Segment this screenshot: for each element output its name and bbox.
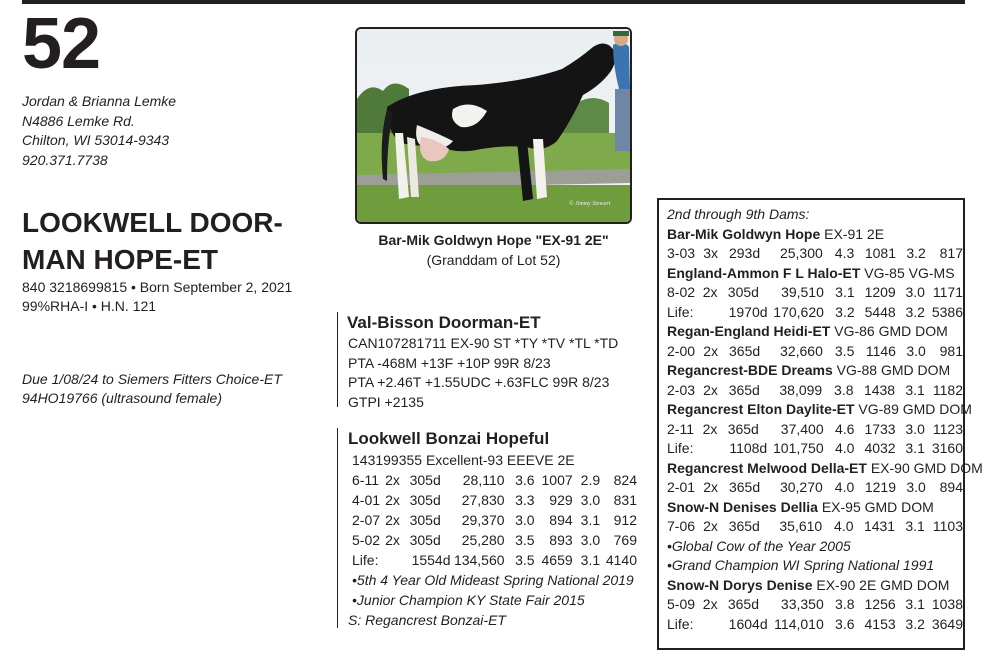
cow-photo <box>355 27 632 224</box>
record-cell: 1554d <box>411 552 451 568</box>
record-cell: Life: <box>352 552 379 568</box>
record-cell: 1438 <box>863 381 896 398</box>
record-cell: 305d <box>727 284 759 300</box>
record-cell: 2x <box>702 596 718 612</box>
photo-caption <box>355 230 632 270</box>
record-cell: 1146 <box>865 342 896 359</box>
record-cell: 3.0 <box>580 492 601 508</box>
record-cell: 1209 <box>864 284 896 300</box>
dam-records-table <box>352 470 637 570</box>
record-row <box>667 244 963 264</box>
record-cell: 2x <box>385 472 400 488</box>
record-cell: 2x <box>702 420 718 437</box>
ancestral-dam-score: EX-91 2E <box>820 225 885 242</box>
record-cell: 28,110 <box>462 472 505 488</box>
ancestral-dam-records <box>667 381 963 401</box>
ancestral-dam-heading <box>667 459 983 479</box>
ancestral-dam-name: Bar-Mik Goldwyn Hope <box>667 225 821 242</box>
consignor-phone: 920.371.7738 <box>22 151 108 168</box>
record-cell: 305d <box>409 512 441 528</box>
sire-section <box>337 312 637 410</box>
ancestral-dam-heading <box>667 400 972 420</box>
sire-line: CAN107281711 EX-90 ST *TY *TV *TL *TD <box>348 335 619 351</box>
record-cell: 3.3 <box>515 492 535 508</box>
consignor-name: Jordan & Brianna Lemke <box>22 93 177 109</box>
sire-name: Val-Bisson Doorman-ET <box>347 313 541 332</box>
ancestral-dam-note: •Grand Champion WI Spring National 1991 <box>667 557 935 573</box>
record-cell: 305d <box>409 492 441 508</box>
record-row <box>667 517 963 537</box>
sire-line: PTA -468M +13F +10P 99R 8/23 <box>348 354 551 371</box>
record-cell: 1108d <box>729 440 768 456</box>
record-cell: 1256 <box>864 596 896 612</box>
record-cell: 1007 <box>541 472 573 488</box>
ancestral-dam-score: EX-95 GMD DOM <box>817 498 934 515</box>
record-cell: 8-02 <box>667 284 696 300</box>
life-record-row <box>667 303 963 323</box>
ancestral-dam-name: Regancrest-BDE Dreams <box>667 362 833 378</box>
record-cell: 2-01 <box>667 479 696 495</box>
ancestral-dam-heading <box>667 225 963 245</box>
record-cell: 365d <box>728 479 761 495</box>
record-row <box>667 595 963 615</box>
ancestral-dam-heading <box>667 498 963 518</box>
record-row <box>352 510 637 530</box>
record-cell: 365d <box>729 342 761 359</box>
consignor-address: N4886 Lemke Rd. <box>22 112 135 129</box>
ancestral-dam-records <box>667 595 963 634</box>
record-cell: 3.0 <box>905 420 925 437</box>
record-cell: 2x <box>703 381 718 398</box>
record-cell: 2x <box>385 512 400 528</box>
record-cell: 3.1 <box>905 518 925 534</box>
record-cell: 3-03 <box>667 245 696 261</box>
record-cell: 2-11 <box>667 420 694 437</box>
animal-breed-line: 99%RHA-I • H.N. 121 <box>22 298 157 314</box>
consignor-info <box>22 92 176 170</box>
record-cell: 3.1 <box>905 381 925 398</box>
ancestral-dam-heading <box>667 361 963 381</box>
record-cell: 4032 <box>864 440 896 456</box>
record-cell: 2x <box>385 492 400 508</box>
record-row <box>352 530 637 550</box>
dam-registration: 143199355 Excellent-93 EEEVE 2E <box>352 452 575 468</box>
ancestral-dam-records <box>667 478 963 498</box>
dam-section <box>337 428 637 628</box>
record-cell: 1171 <box>932 284 963 300</box>
record-row <box>667 420 963 440</box>
top-rule <box>22 0 965 4</box>
record-cell: 2.9 <box>580 472 601 488</box>
record-row <box>667 478 963 498</box>
record-cell: 2x <box>703 518 718 534</box>
lot-number: 52 <box>22 4 101 84</box>
record-cell: 4659 <box>541 552 573 568</box>
record-cell: 32,660 <box>780 342 823 359</box>
record-cell: 4-01 <box>352 492 381 508</box>
record-cell: 4.0 <box>834 479 855 495</box>
record-cell: 3.2 <box>835 303 855 320</box>
record-cell: 3.8 <box>834 381 854 398</box>
record-cell: 365d <box>727 420 759 437</box>
life-record-row <box>667 439 963 459</box>
record-cell: Life: <box>667 440 694 456</box>
dam-achievement: •Junior Champion KY State Fair 2015 <box>352 592 585 608</box>
record-cell: 25,280 <box>461 532 505 548</box>
record-cell: 2x <box>703 342 719 359</box>
record-cell: 5386 <box>931 303 963 320</box>
record-cell: 3.5 <box>515 552 535 568</box>
record-cell: Life: <box>667 303 694 320</box>
record-cell: 27,830 <box>461 492 505 508</box>
record-cell: 365d <box>727 596 760 612</box>
record-cell: 831 <box>613 492 637 508</box>
record-cell: 3.1 <box>905 440 925 456</box>
record-cell: 3x <box>703 245 719 261</box>
photo-caption-sub: (Granddam of Lot 52) <box>426 252 561 268</box>
record-cell: 1081 <box>864 245 897 261</box>
ancestral-dam-score: VG-88 GMD DOM <box>832 362 951 378</box>
record-cell: 38,099 <box>779 381 823 398</box>
ancestral-dam-records <box>667 420 963 459</box>
record-cell: 365d <box>728 518 760 534</box>
ancestral-dam-heading <box>667 576 963 596</box>
record-cell: 170,620 <box>773 303 824 320</box>
animal-name-line2: MAN HOPE-ET <box>22 244 218 275</box>
animal-id-info <box>22 278 292 316</box>
animal-name-line1: LOOKWELL DOOR- <box>22 207 283 238</box>
record-cell: 37,400 <box>780 420 824 437</box>
dam-name: Lookwell Bonzai Hopeful <box>348 429 550 448</box>
record-cell: 6-11 <box>352 472 379 488</box>
record-cell: 305d <box>409 472 441 488</box>
record-cell: 5448 <box>864 303 896 320</box>
record-cell: 4153 <box>864 615 896 632</box>
record-cell: 293d <box>728 245 761 261</box>
record-cell: 29,370 <box>461 512 505 528</box>
record-cell: 912 <box>613 512 637 528</box>
ancestral-dam-note: •Global Cow of the Year 2005 <box>667 537 851 554</box>
record-cell: 3.1 <box>580 552 601 568</box>
record-cell: 2-07 <box>352 512 381 528</box>
photo-caption-title: Bar-Mik Goldwyn Hope "EX-91 2E" <box>378 232 609 248</box>
ancestral-dam-heading <box>667 264 963 284</box>
record-cell: 2-03 <box>667 381 696 398</box>
record-cell: 1123 <box>932 420 963 437</box>
photo-watermark: © Jimmy Stewart <box>569 201 611 207</box>
record-cell: 929 <box>549 492 573 508</box>
record-cell: 3.6 <box>835 615 855 632</box>
record-cell: 893 <box>549 532 573 548</box>
record-cell: 3.0 <box>906 479 926 495</box>
record-cell: 3649 <box>931 615 963 632</box>
record-cell: 824 <box>613 472 637 488</box>
ancestral-dam-score: EX-90 2E GMD DOM <box>812 576 950 593</box>
ancestral-dam-score: VG-85 VG-MS <box>860 264 955 281</box>
record-cell: 3.2 <box>906 245 926 261</box>
record-cell: 1103 <box>932 518 963 534</box>
record-cell: 1604d <box>728 615 768 632</box>
record-cell: 2x <box>703 479 719 495</box>
record-row <box>667 283 963 303</box>
sire-line: PTA +2.46T +1.55UDC +.63FLC 99R 8/23 <box>348 374 610 390</box>
record-cell: 1038 <box>931 596 963 612</box>
ancestral-dam-name: Regancrest Elton Daylite-ET <box>667 401 855 417</box>
cow-photo-image <box>357 29 630 222</box>
record-cell: 3.2 <box>905 615 925 632</box>
record-cell: 3.0 <box>580 532 601 548</box>
record-cell: 101,750 <box>773 440 824 456</box>
record-cell: 5-09 <box>667 596 696 612</box>
record-cell: 365d <box>728 381 760 398</box>
record-cell: 4140 <box>605 552 637 568</box>
dam-sire-line: S: Regancrest Bonzai-ET <box>348 612 506 628</box>
sire-line: GTPI +2135 <box>348 393 424 410</box>
record-cell: 817 <box>939 245 963 261</box>
record-cell: 4.0 <box>834 518 854 534</box>
consignor-city: Chilton, WI 53014-9343 <box>22 132 170 148</box>
record-row <box>667 342 963 362</box>
record-cell: 33,350 <box>780 596 824 612</box>
ancestral-dam-name: Snow-N Dorys Denise <box>667 576 813 593</box>
record-cell: 4.6 <box>834 420 855 437</box>
ancestral-dam-score: VG-89 GMD DOM <box>854 401 972 417</box>
record-cell: 3.5 <box>834 342 855 359</box>
record-cell: 3.1 <box>905 596 925 612</box>
record-cell: 35,610 <box>779 518 823 534</box>
record-cell: 1733 <box>864 420 896 437</box>
record-cell: 3160 <box>931 440 963 456</box>
ancestral-dam-score: EX-90 GMD DOM <box>866 459 983 476</box>
record-cell: 5-02 <box>352 532 381 548</box>
record-cell: 1182 <box>932 381 963 398</box>
service-info <box>22 370 282 408</box>
record-row <box>352 490 637 510</box>
ancestral-dams-box <box>657 198 983 650</box>
ancestral-dam-score: VG-86 GMD DOM <box>830 323 948 339</box>
record-cell: 3.1 <box>580 512 601 528</box>
record-cell: 894 <box>939 479 963 495</box>
record-cell: 39,510 <box>781 284 824 300</box>
record-cell: 30,270 <box>779 479 823 495</box>
record-cell: 2-00 <box>667 342 696 359</box>
record-cell: 981 <box>939 342 963 359</box>
ancestral-dam-name: England-Ammon F L Halo-ET <box>667 264 861 281</box>
record-cell: 1219 <box>864 479 897 495</box>
ancestral-dam-name: Regancrest Melwood Della-ET <box>667 459 867 476</box>
record-cell: Life: <box>667 615 694 632</box>
record-cell: 894 <box>549 512 573 528</box>
record-cell: 769 <box>613 532 637 548</box>
record-cell: 3.1 <box>835 284 855 300</box>
record-cell: 1431 <box>863 518 896 534</box>
record-cell: 3.2 <box>905 303 925 320</box>
record-cell: 1970d <box>728 303 768 320</box>
ancestral-dam-records <box>667 517 963 537</box>
life-record-row <box>352 550 637 570</box>
record-cell: 305d <box>409 532 441 548</box>
record-cell: 3.0 <box>906 342 926 359</box>
ancestral-dam-records <box>667 342 963 362</box>
record-cell: 3.0 <box>515 512 535 528</box>
record-cell: 3.5 <box>515 532 535 548</box>
record-cell: 3.0 <box>905 284 925 300</box>
record-row <box>352 470 637 490</box>
service-line2: 94HO19766 (ultrasound female) <box>22 390 223 406</box>
record-cell: 4.3 <box>834 245 855 261</box>
record-cell: 114,010 <box>774 615 824 632</box>
record-row <box>667 381 963 401</box>
dam-achievement: •5th 4 Year Old Mideast Spring National 2019 <box>352 572 634 588</box>
record-cell: 3.6 <box>515 472 535 488</box>
animal-id-line: 840 3218699815 • Born September 2, 2021 <box>22 279 293 295</box>
ancestral-dam-name: Snow-N Denises Dellia <box>667 498 818 515</box>
record-cell: 134,560 <box>453 552 505 568</box>
record-cell: 4.0 <box>834 440 855 456</box>
record-cell: 3.8 <box>835 596 855 612</box>
record-cell: 2x <box>702 284 718 300</box>
animal-name <box>22 204 322 278</box>
record-cell: 2x <box>385 532 400 548</box>
ancestral-dam-heading <box>667 322 963 342</box>
record-cell: 7-06 <box>667 518 696 534</box>
dams-heading: 2nd through 9th Dams: <box>667 206 810 222</box>
ancestral-dam-records <box>667 244 963 264</box>
service-line1: Due 1/08/24 to Siemers Fitters Choice-ET <box>22 371 282 387</box>
record-cell: 25,300 <box>779 245 823 261</box>
ancestral-dam-name: Regan-England Heidi-ET <box>667 323 831 339</box>
ancestral-dam-records <box>667 283 963 322</box>
life-record-row <box>667 615 963 635</box>
